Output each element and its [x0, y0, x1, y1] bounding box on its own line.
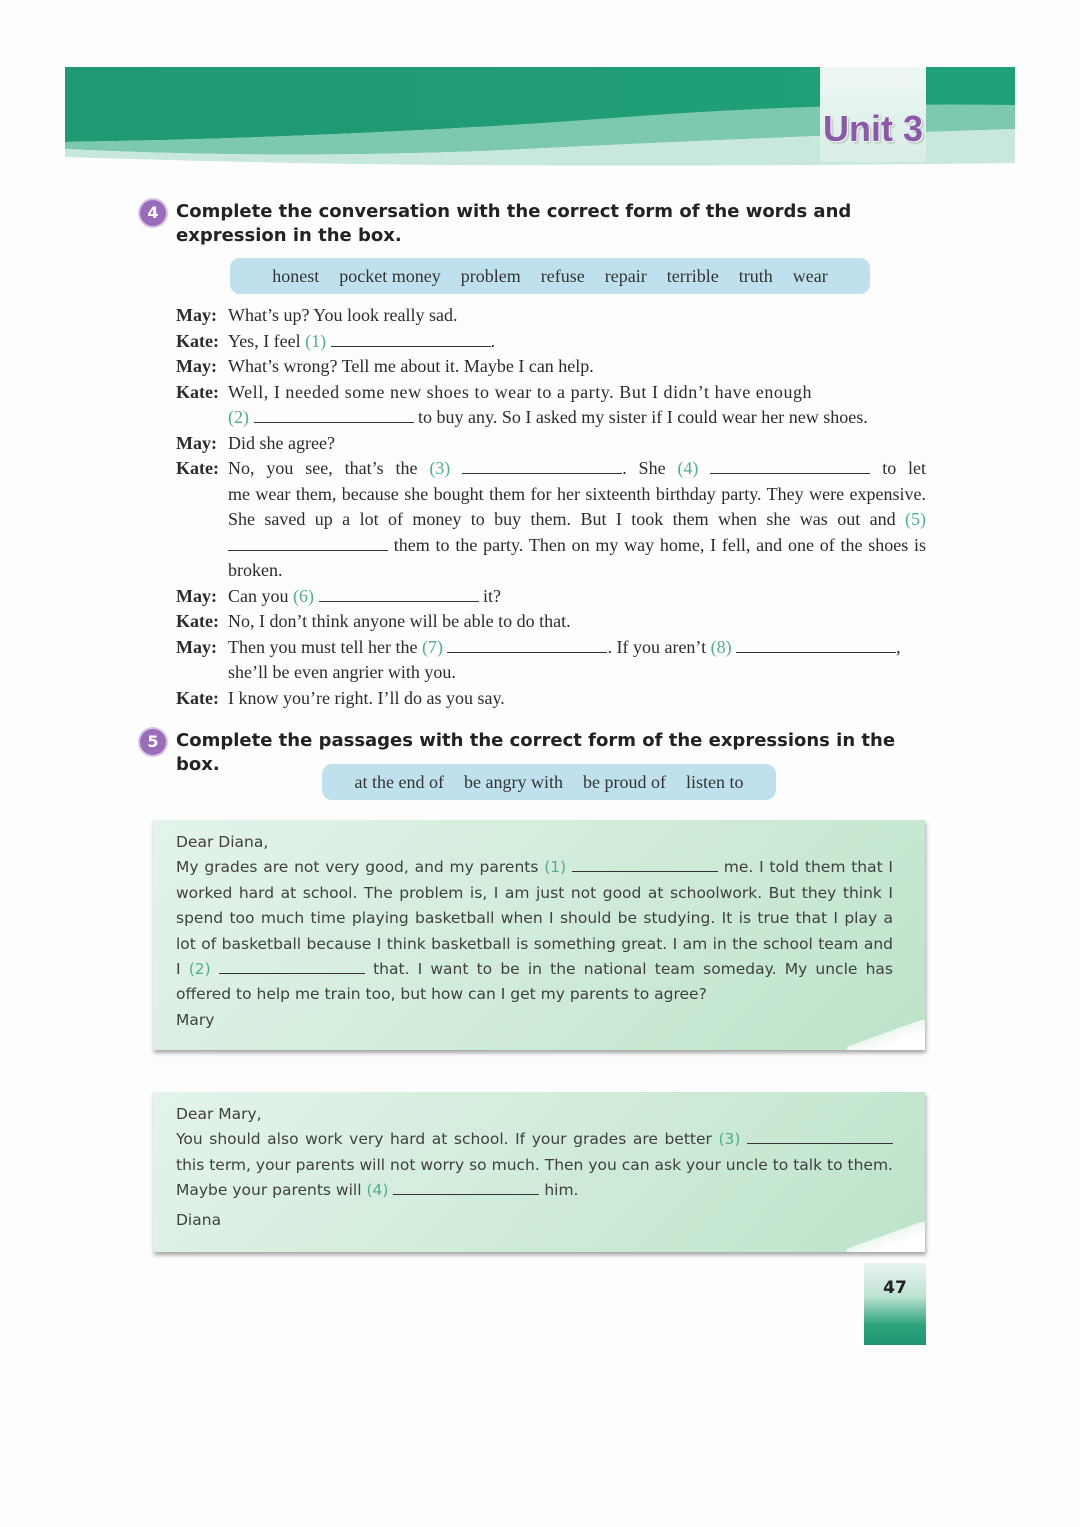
line-text: No, you see, that’s the (3) . She (4) to let	[228, 458, 927, 478]
dialogue-continuation: me wear them, because she bought them for her sixteenth birthday party. They were expensive. She saved up a lot of money to buy them. But I took them when she was out and (5) them to the party. Then on my way home, I fell, and one of the shoes is broken.	[228, 483, 927, 580]
unit-title: Unit 3	[822, 108, 923, 149]
page-number: 47	[883, 1278, 907, 1298]
expression-box	[322, 764, 776, 800]
letter-greeting: Dear Diana,	[176, 833, 269, 851]
answer-blank[interactable]	[254, 406, 414, 423]
expression-item: at the end of	[354, 771, 444, 792]
speaker: May:	[176, 636, 217, 657]
speaker: Kate:	[176, 458, 219, 478]
line-text: Well, I needed some new shoes to wear to a party. But I didn’t have enough	[228, 381, 813, 402]
speaker: Kate:	[176, 687, 219, 708]
blank-number: (4)	[677, 458, 699, 478]
word-item: refuse	[540, 265, 585, 286]
blank-number: (3)	[429, 458, 451, 478]
page-curl-fold	[847, 1020, 925, 1050]
dialogue-line	[176, 635, 926, 661]
word-item: wear	[792, 265, 828, 286]
speaker: May:	[176, 305, 217, 325]
word-item: repair	[604, 265, 647, 286]
speaker: May:	[176, 585, 217, 606]
speaker: Kate:	[176, 611, 219, 631]
blank-number: (6)	[293, 585, 314, 606]
blank-number: (4)	[366, 1181, 389, 1200]
dialogue-line	[176, 584, 926, 610]
letter-greeting: Dear Mary,	[176, 1105, 262, 1123]
conversation	[176, 303, 926, 711]
line-text: Can you (6) it?	[228, 585, 501, 606]
speaker: Kate:	[176, 381, 219, 402]
blank-number: (2)	[188, 960, 211, 979]
dialogue-line	[176, 609, 926, 635]
answer-blank[interactable]	[747, 1127, 893, 1144]
word-item: problem	[460, 265, 521, 286]
line-text: What’s wrong? Tell me about it. Maybe I can help.	[228, 356, 594, 376]
page-curl-fold	[847, 1222, 925, 1252]
line-text: Then you must tell her the (7) . If you aren’t (8) ,	[228, 636, 901, 657]
letter-signature: Diana	[176, 1210, 222, 1229]
answer-blank[interactable]	[736, 636, 896, 653]
letter-to-diana	[153, 820, 925, 1050]
line-text: What’s up? You look really sad.	[228, 305, 458, 325]
line-text: Did she agree?	[228, 432, 335, 453]
speaker: May:	[176, 356, 217, 376]
dialogue-continuation: (2) to buy any. So I asked my sister if I could wear her new shoes.	[228, 407, 868, 427]
dialogue-line	[176, 380, 926, 406]
letter-signature: Mary	[176, 1010, 215, 1029]
blank-number: (8)	[710, 636, 732, 657]
blank-number: (1)	[305, 330, 327, 351]
dialogue-line	[176, 303, 926, 329]
blank-number: (3)	[718, 1130, 741, 1149]
word-item: pocket money	[339, 265, 441, 286]
exercise-number-badge: 5	[140, 729, 166, 755]
exercise-4-heading	[140, 200, 926, 248]
page-number-tab	[864, 1263, 926, 1345]
answer-blank[interactable]	[331, 330, 491, 347]
exercise-instruction: Complete the conversation with the correct form of the words and expression in the box.	[176, 201, 852, 246]
letter-body: My grades are not very good, and my parents (1) me. I told them that I worked hard at school. The problem is, I am just not good at schoolwork. But they think I spend too much time playing basketball when I should be studying. It is true that I play a lot of basketball because I think basketball is something great. I am in the school team and I (2) that. I want to be in the national team someday. My uncle has offered to help me train too, but how can I get my parents to agree?	[176, 855, 893, 1007]
blank-number: (7)	[421, 636, 443, 657]
answer-blank[interactable]	[393, 1178, 539, 1195]
letter-to-mary	[153, 1092, 925, 1252]
dialogue-line	[176, 329, 926, 355]
answer-blank[interactable]	[710, 457, 870, 474]
line-text: I know you’re right. I’ll do as you say.	[228, 687, 505, 708]
exercise-number-badge: 4	[140, 200, 166, 226]
word-item: honest	[272, 265, 320, 286]
line-text: Yes, I feel (1) .	[228, 330, 496, 351]
word-item: terrible	[666, 265, 719, 286]
dialogue-line	[176, 354, 926, 380]
blank-number: (1)	[544, 858, 567, 877]
word-item: truth	[738, 265, 773, 286]
blank-number: (5)	[905, 509, 926, 529]
letter-body: You should also work very hard at school. If your grades are better (3) this term, your parents will not worry so much. Then you can ask your uncle to talk to them. Maybe your parents will (4) him.	[176, 1127, 893, 1203]
answer-blank[interactable]	[319, 585, 479, 602]
expression-item: be angry with	[464, 771, 563, 792]
dialogue-line	[176, 431, 926, 457]
answer-blank[interactable]	[228, 534, 388, 551]
expression-item: listen to	[685, 771, 744, 792]
expression-item: be proud of	[582, 771, 666, 792]
answer-blank[interactable]	[462, 457, 622, 474]
answer-blank[interactable]	[447, 636, 607, 653]
answer-blank[interactable]	[219, 957, 365, 974]
blank-number: (2)	[228, 407, 249, 427]
exercise-instruction: Complete the passages with the correct form of the expressions in the box.	[176, 730, 896, 775]
speaker: May:	[176, 432, 217, 453]
word-box	[230, 258, 870, 294]
dialogue-line	[176, 456, 926, 482]
speaker: Kate:	[176, 330, 219, 351]
line-text: No, I don’t think anyone will be able to do that.	[228, 611, 571, 631]
dialogue-continuation: she’ll be even angrier with you.	[228, 662, 456, 682]
dialogue-line	[176, 686, 926, 712]
answer-blank[interactable]	[572, 855, 718, 872]
